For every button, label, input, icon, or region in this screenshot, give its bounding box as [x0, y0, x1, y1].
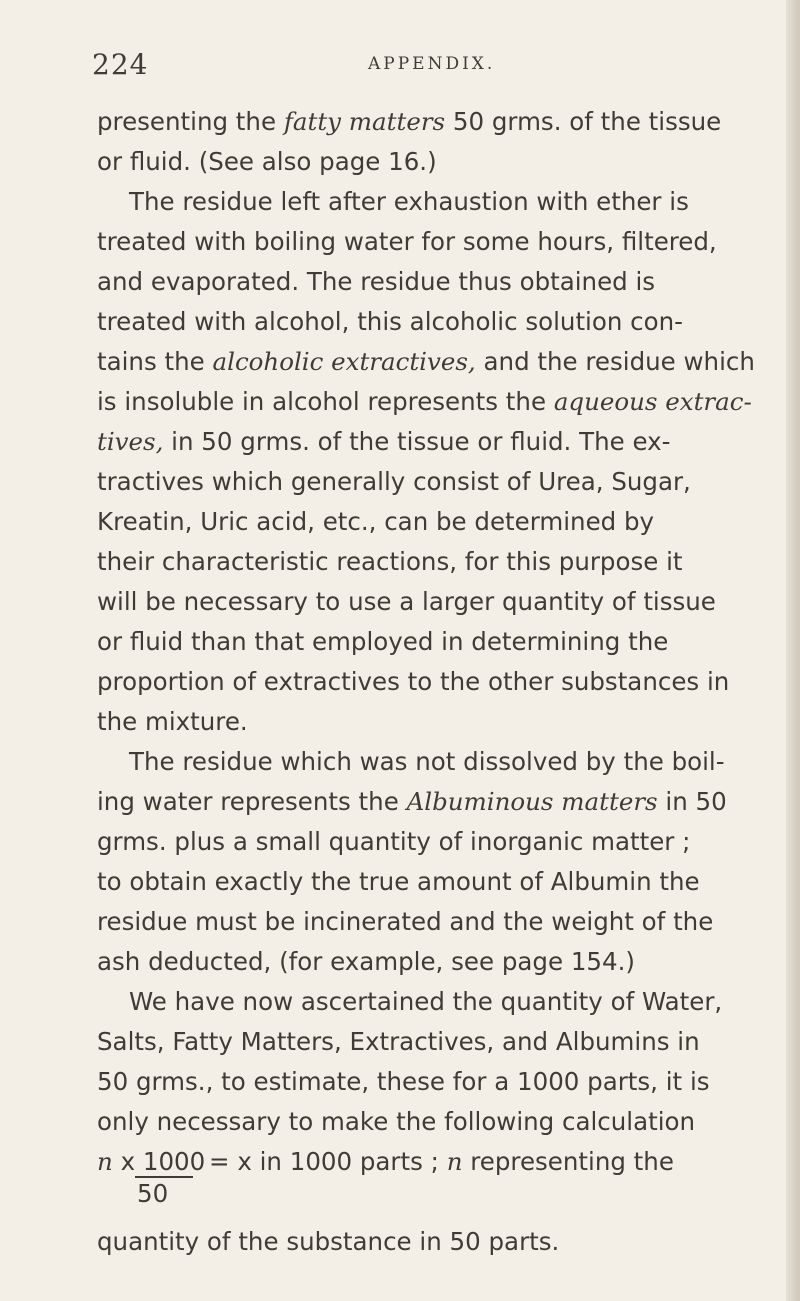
paragraph-start: The residue which was not dissolved by the boil- — [129, 747, 725, 776]
text-run: and the residue which — [475, 347, 755, 376]
text-run: is insoluble in alcohol represents the — [97, 387, 554, 416]
text-line: quantity of the substance in 50 parts. — [97, 1227, 560, 1256]
text-line: treated with alcohol, this alcoholic solution con- — [97, 307, 683, 336]
text-line: only necessary to make the following calculation — [97, 1107, 696, 1136]
formula-denominator: 50 — [137, 1179, 169, 1208]
italic-term: aqueous extrac- — [553, 387, 752, 416]
page-edge — [786, 0, 800, 1301]
text-line: to obtain exactly the true amount of Albumin the — [97, 867, 700, 896]
text-line: the mixture. — [97, 707, 248, 736]
text-line: or fluid. (See also page 16.) — [97, 147, 437, 176]
text-line: ash deducted, (for example, see page 154.) — [97, 947, 635, 976]
paragraph-start: The residue left after exhaustion with ether is — [129, 187, 689, 216]
formula-variable: n — [446, 1147, 463, 1176]
text-line — [97, 342, 767, 382]
formula-result — [209, 1142, 674, 1182]
italic-term: alcoholic extractives, — [212, 347, 476, 376]
text-run: representing the — [462, 1147, 674, 1176]
text-line: grms. plus a small quantity of inorganic matter ; — [97, 827, 691, 856]
text-line: Salts, Fatty Matters, Extractives, and Albumins in — [97, 1027, 700, 1056]
text-line: their characteristic reactions, for this purpose it — [97, 547, 683, 576]
text-line: and evaporated. The residue thus obtained is — [97, 267, 656, 296]
text-run: in 50 — [657, 787, 727, 816]
text-line: or fluid than that employed in determining the — [97, 627, 669, 656]
text-line — [97, 422, 767, 462]
paragraph-start: We have now ascertained the quantity of Water, — [129, 987, 723, 1016]
italic-term: tives, — [97, 427, 164, 456]
text-line — [97, 782, 767, 822]
italic-term: fatty matters — [283, 107, 446, 136]
page-number: 224 — [92, 48, 149, 81]
text-run: = x in 1000 parts ; — [209, 1147, 447, 1176]
text-run: 50 grms. of the tissue — [445, 107, 722, 136]
body-text — [97, 102, 767, 1262]
text-line: tractives which generally consist of Urea, Sugar, — [97, 467, 691, 496]
text-line: Kreatin, Uric acid, etc., can be determined by — [97, 507, 655, 536]
text-line: will be necessary to use a larger quantity of tissue — [97, 587, 716, 616]
text-line: proportion of extractives to the other substances in — [97, 667, 730, 696]
page-header — [92, 48, 732, 88]
running-head: APPENDIX. — [368, 54, 496, 74]
text-line: 50 grms., to estimate, these for a 1000 parts, it is — [97, 1067, 710, 1096]
text-run: in 50 grms. of the tissue or fluid. The ex- — [163, 427, 671, 456]
italic-term: Albuminous matters — [406, 787, 658, 816]
text-run: x 1000 — [112, 1147, 206, 1176]
text-run: tains the — [97, 347, 213, 376]
text-line: treated with boiling water for some hours, filtered, — [97, 227, 717, 256]
text-run: ing water represents the — [97, 787, 407, 816]
text-run: presenting the — [97, 107, 284, 136]
text-line — [97, 382, 767, 422]
text-line: residue must be incinerated and the weight of the — [97, 907, 714, 936]
formula-variable: n — [97, 1147, 113, 1176]
calculation-formula — [97, 1142, 767, 1208]
text-line — [97, 102, 767, 142]
